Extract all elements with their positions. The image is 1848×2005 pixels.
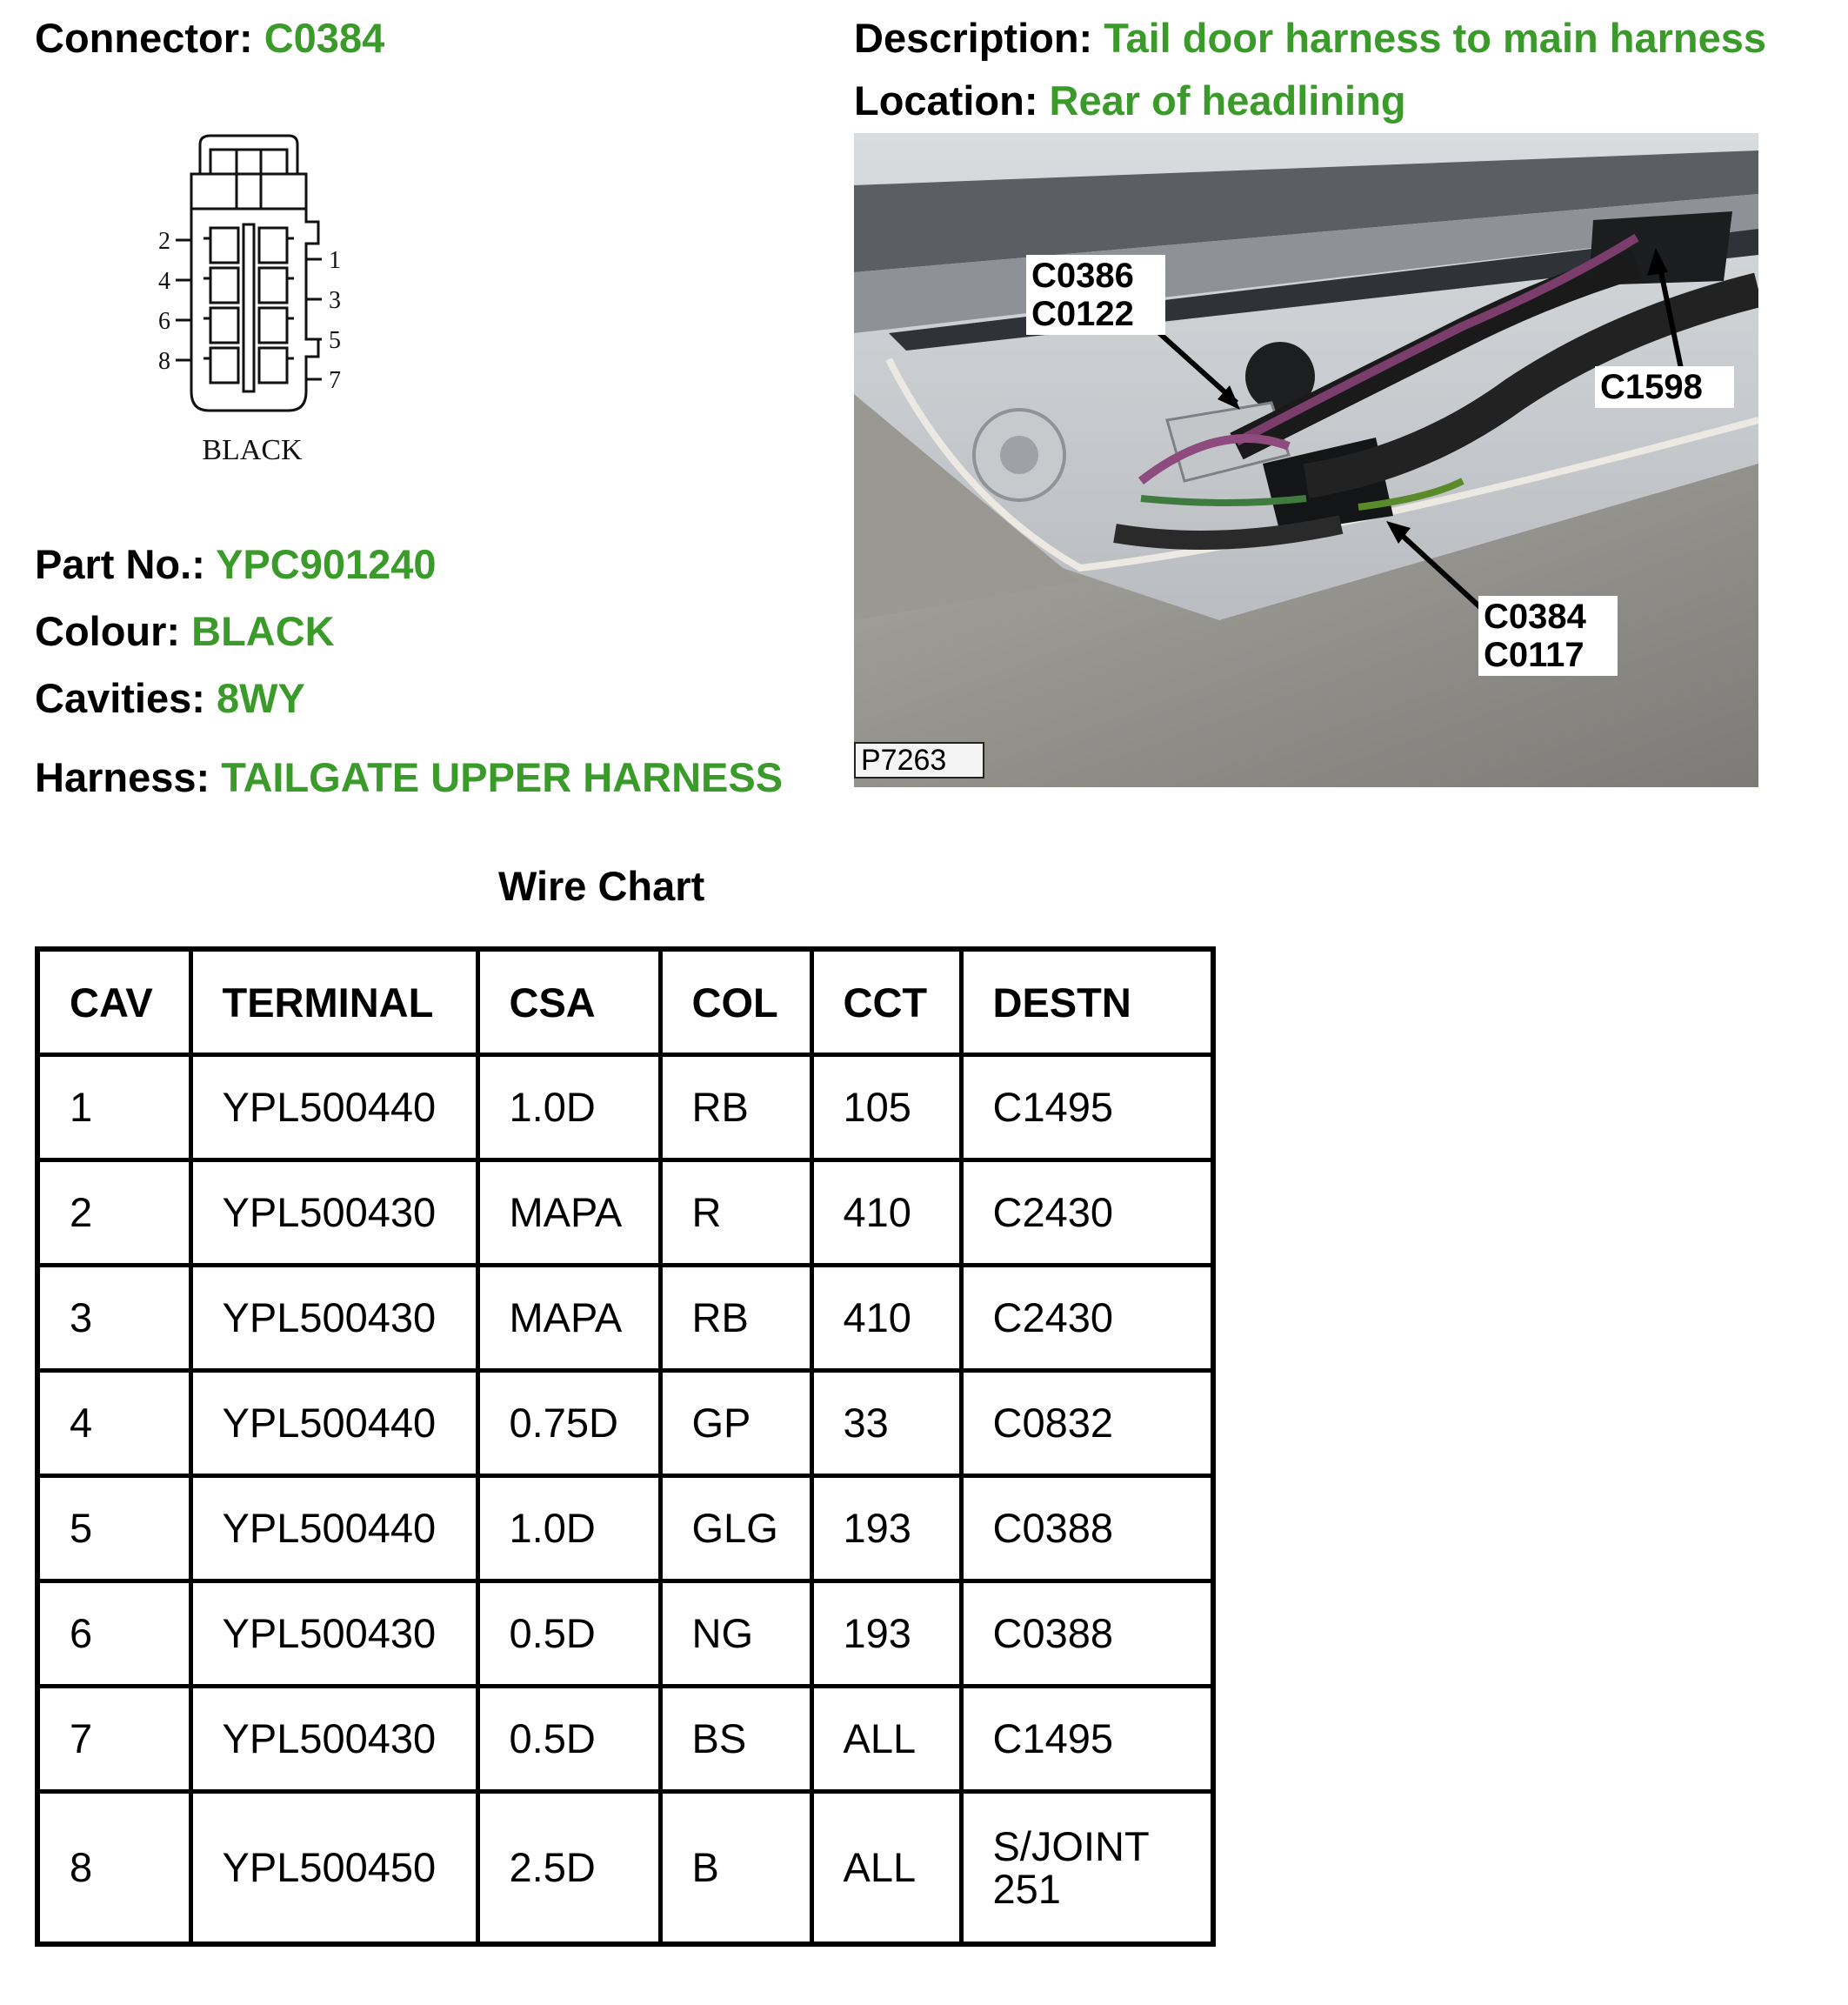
table-header-row xyxy=(37,949,1213,1055)
header-terminal: TERMINAL xyxy=(190,949,477,1055)
cell-destn: C2430 xyxy=(961,1160,1213,1266)
cell-cct: 410 xyxy=(811,1266,961,1371)
cell-cct: 105 xyxy=(811,1055,961,1160)
location-field xyxy=(854,77,1406,124)
cell-destn: C0832 xyxy=(961,1371,1213,1476)
cell-destn: C2430 xyxy=(961,1266,1213,1371)
header-cav: CAV xyxy=(37,949,190,1055)
pin-label: 7 xyxy=(329,367,341,394)
cell-terminal: YPL500430 xyxy=(190,1687,477,1792)
callout-c0384 xyxy=(1478,596,1618,676)
cell-csa: MAPA xyxy=(477,1266,660,1371)
cell-csa: 0.5D xyxy=(477,1687,660,1792)
table-row xyxy=(37,1266,1213,1371)
diagram-caption: BLACK xyxy=(202,434,303,466)
cell-terminal: YPL500430 xyxy=(190,1581,477,1687)
cell-cav: 3 xyxy=(37,1266,190,1371)
wire-chart-title: Wire Chart xyxy=(498,863,705,909)
cell-col: GP xyxy=(660,1371,811,1476)
callout-text: C0386 xyxy=(1031,257,1134,295)
callout-text: C1598 xyxy=(1600,368,1703,406)
cell-cct: 33 xyxy=(811,1371,961,1476)
photo-id-label: P7263 xyxy=(854,742,984,779)
cell-cct: ALL xyxy=(811,1687,961,1792)
pin-label: 2 xyxy=(158,228,170,255)
connector-field xyxy=(35,15,385,61)
colour-label: Colour: xyxy=(35,608,181,654)
cell-terminal: YPL500430 xyxy=(190,1160,477,1266)
cell-destn: C1495 xyxy=(961,1687,1213,1792)
connector-face-drawing xyxy=(148,130,374,470)
callout-c1598 xyxy=(1595,366,1734,408)
cell-col: R xyxy=(660,1160,811,1266)
cell-col: RB xyxy=(660,1266,811,1371)
description-value: Tail door harness to main harness xyxy=(1104,15,1767,61)
cell-col: RB xyxy=(660,1055,811,1160)
table-row xyxy=(37,1687,1213,1792)
cell-cav: 1 xyxy=(37,1055,190,1160)
colour-value: BLACK xyxy=(191,608,335,654)
cell-destn: C0388 xyxy=(961,1581,1213,1687)
cell-cav: 5 xyxy=(37,1476,190,1581)
callout-c0386 xyxy=(1026,255,1165,335)
cell-cct: 410 xyxy=(811,1160,961,1266)
cell-col: NG xyxy=(660,1581,811,1687)
harness-value: TAILGATE UPPER HARNESS xyxy=(221,754,784,800)
photo-drawing xyxy=(854,133,1758,787)
cell-csa: 2.5D xyxy=(477,1792,660,1945)
cell-destn: C1495 xyxy=(961,1055,1213,1160)
pin-label: 1 xyxy=(329,247,341,274)
cell-terminal: YPL500430 xyxy=(190,1266,477,1371)
part-no-value: YPC901240 xyxy=(216,541,437,587)
cavities-label: Cavities: xyxy=(35,675,205,721)
harness-field xyxy=(35,754,784,800)
cell-csa: 1.0D xyxy=(477,1476,660,1581)
cell-col: BS xyxy=(660,1687,811,1792)
pin-label: 6 xyxy=(158,308,170,335)
part-no-field xyxy=(35,541,437,587)
cell-csa: 1.0D xyxy=(477,1055,660,1160)
cell-destn: S/JOINT 251 xyxy=(961,1792,1213,1945)
callout-text: C0384 xyxy=(1484,598,1586,636)
location-photo xyxy=(854,133,1758,787)
header-destn: DESTN xyxy=(961,949,1213,1055)
cell-terminal: YPL500450 xyxy=(190,1792,477,1945)
location-value: Rear of headlining xyxy=(1049,77,1406,124)
header-cct: CCT xyxy=(811,949,961,1055)
table-row xyxy=(37,1160,1213,1266)
cell-cct: 193 xyxy=(811,1476,961,1581)
cell-destn: C0388 xyxy=(961,1476,1213,1581)
cell-terminal: YPL500440 xyxy=(190,1476,477,1581)
pin-label: 5 xyxy=(329,327,341,354)
connector-diagram xyxy=(148,130,374,470)
harness-label: Harness: xyxy=(35,754,210,800)
cell-cav: 4 xyxy=(37,1371,190,1476)
cell-terminal: YPL500440 xyxy=(190,1371,477,1476)
cell-cav: 6 xyxy=(37,1581,190,1687)
table-row xyxy=(37,1581,1213,1687)
cavities-field xyxy=(35,675,305,721)
callout-text: C0122 xyxy=(1031,295,1134,333)
header-col: COL xyxy=(660,949,811,1055)
callout-text: C0117 xyxy=(1484,636,1584,674)
cell-csa: 0.5D xyxy=(477,1581,660,1687)
pin-label: 4 xyxy=(158,268,170,295)
cell-cct: 193 xyxy=(811,1581,961,1687)
table-row xyxy=(37,1055,1213,1160)
cell-cct: ALL xyxy=(811,1792,961,1945)
table-row xyxy=(37,1371,1213,1476)
part-no-label: Part No.: xyxy=(35,541,205,587)
cell-terminal: YPL500440 xyxy=(190,1055,477,1160)
description-label: Description: xyxy=(854,15,1093,61)
cell-csa: 0.75D xyxy=(477,1371,660,1476)
cell-cav: 7 xyxy=(37,1687,190,1792)
cell-csa: MAPA xyxy=(477,1160,660,1266)
header-csa: CSA xyxy=(477,949,660,1055)
pin-label: 3 xyxy=(329,287,341,314)
pin-label: 8 xyxy=(158,348,170,375)
connector-label: Connector: xyxy=(35,15,253,61)
table-row xyxy=(37,1476,1213,1581)
cell-cav: 8 xyxy=(37,1792,190,1945)
cell-cav: 2 xyxy=(37,1160,190,1266)
table-row xyxy=(37,1792,1213,1945)
colour-field xyxy=(35,608,335,654)
wire-chart-table xyxy=(35,946,1216,1947)
location-label: Location: xyxy=(854,77,1038,124)
cavities-value: 8WY xyxy=(216,675,305,721)
cell-col: B xyxy=(660,1792,811,1945)
description-field xyxy=(854,15,1767,61)
connector-value: C0384 xyxy=(264,15,385,61)
cell-col: GLG xyxy=(660,1476,811,1581)
